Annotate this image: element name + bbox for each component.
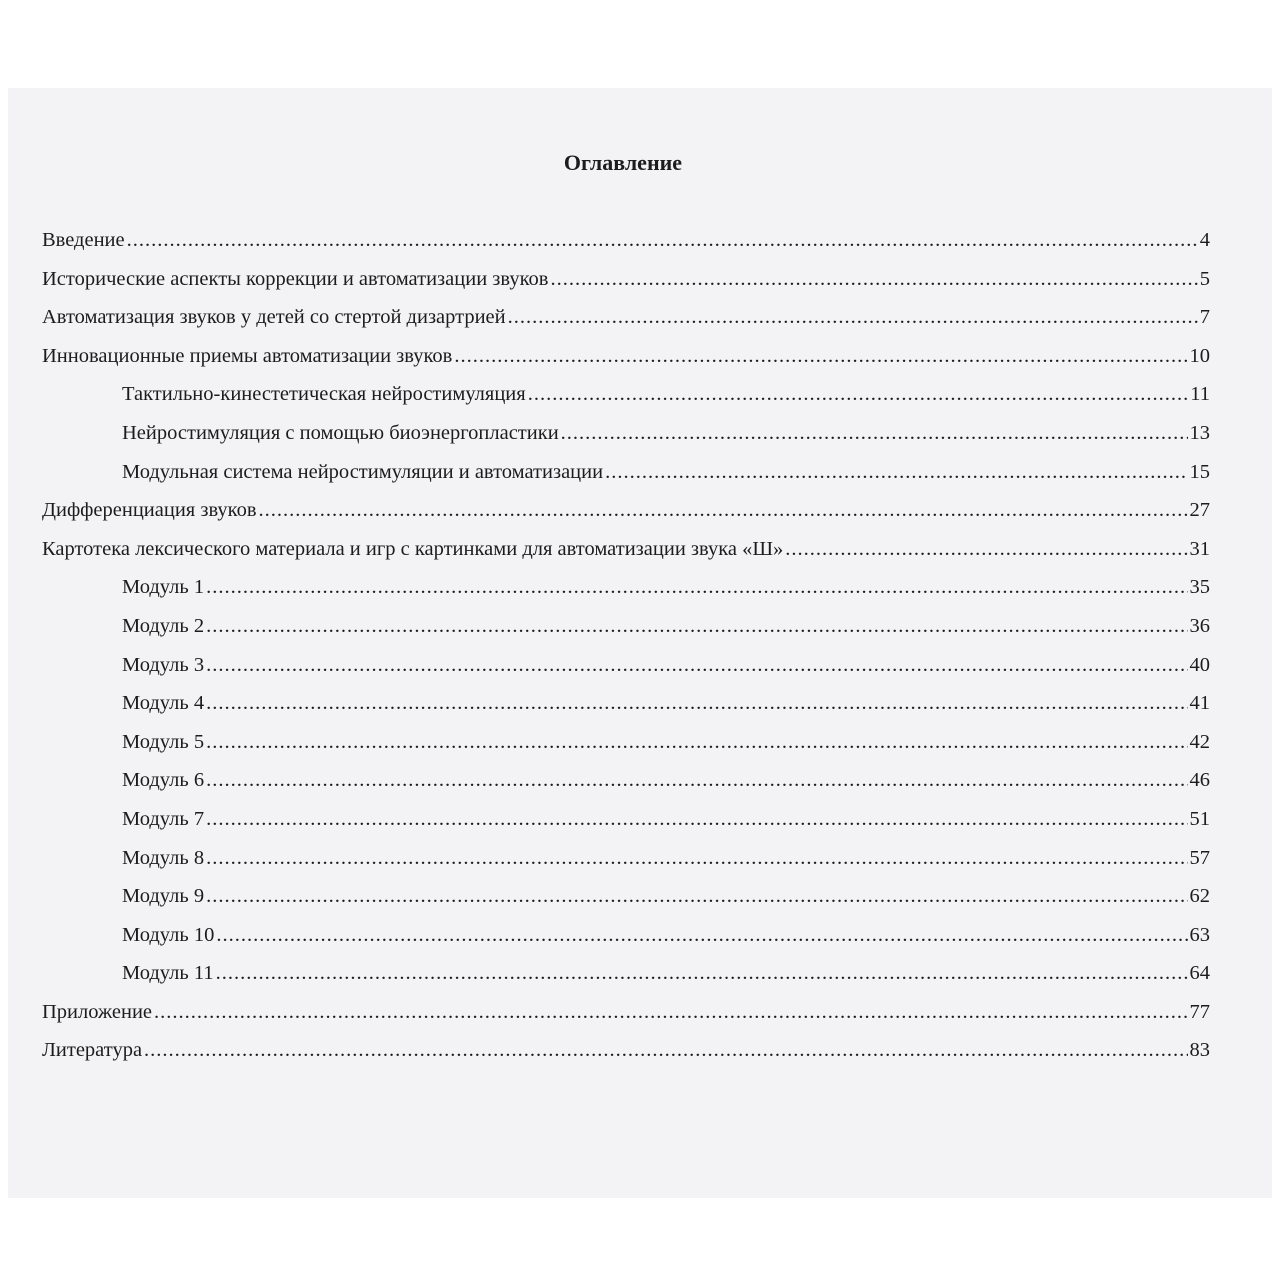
toc-entry-label: Тактильно-кинестетическая нейростимуляция xyxy=(122,383,526,406)
toc-entry-label: Модуль 6 xyxy=(122,769,205,792)
dot-leader xyxy=(206,654,1187,677)
toc-page-number: 51 xyxy=(1189,807,1210,830)
toc-page-number: 27 xyxy=(1189,499,1210,522)
dot-leader xyxy=(127,229,1198,252)
toc-entry-label: Модуль 9 xyxy=(122,885,205,908)
dot-leader xyxy=(206,769,1187,792)
dot-leader xyxy=(508,306,1198,329)
toc-entry-label: Инновационные приемы автоматизации звуков xyxy=(42,344,453,367)
toc-entry-label: Картотека лексического материала и игр с картинками для автоматизации звука «Ш» xyxy=(42,537,784,560)
dot-leader xyxy=(259,499,1188,522)
dot-leader xyxy=(206,847,1187,870)
toc-entry xyxy=(42,229,1210,268)
toc-entry xyxy=(42,654,1210,693)
toc-entry-label: Исторические аспекты коррекции и автоматизации звуков xyxy=(42,267,549,290)
dot-leader xyxy=(144,1039,1187,1062)
toc-entry xyxy=(42,962,1210,1001)
toc-entry-label: Нейростимуляция с помощью биоэнергопластики xyxy=(122,421,559,444)
toc-entry-label: Введение xyxy=(42,229,125,251)
toc-page-number: 15 xyxy=(1189,460,1210,483)
toc-entry-label: Модуль 8 xyxy=(122,846,205,869)
toc-entry-label: Модульная система нейростимуляции и автоматизации xyxy=(122,460,604,483)
toc-page-number: 5 xyxy=(1199,267,1210,290)
toc-entry xyxy=(42,1001,1210,1040)
toc-page-number: 36 xyxy=(1189,614,1210,637)
toc-entry-label: Модуль 5 xyxy=(122,730,205,753)
toc-page-number: 7 xyxy=(1199,306,1210,329)
toc-page-number: 41 xyxy=(1189,692,1210,715)
dot-leader xyxy=(206,808,1187,831)
toc-entry xyxy=(42,383,1210,422)
toc-page-number: 46 xyxy=(1189,769,1210,792)
table-of-contents xyxy=(42,229,1210,1078)
toc-entry xyxy=(42,885,1210,924)
toc-entry-label: Модуль 7 xyxy=(122,807,205,830)
toc-page-number: 10 xyxy=(1189,344,1210,367)
dot-leader xyxy=(528,383,1189,406)
toc-page-number: 63 xyxy=(1189,923,1210,946)
toc-page-number: 62 xyxy=(1189,885,1210,908)
toc-entry xyxy=(42,306,1210,345)
page-title: Оглавление xyxy=(563,150,683,175)
toc-entry xyxy=(42,731,1210,770)
toc-page-number: 42 xyxy=(1189,730,1210,753)
toc-page-number: 11 xyxy=(1190,383,1210,406)
toc-entry-label: Модуль 1 xyxy=(122,576,205,599)
dot-leader xyxy=(206,576,1187,599)
dot-leader xyxy=(154,1001,1187,1024)
toc-entry xyxy=(42,422,1210,461)
toc-entry xyxy=(42,847,1210,886)
dot-leader xyxy=(206,731,1187,754)
toc-entry xyxy=(42,808,1210,847)
toc-page-number: 35 xyxy=(1189,576,1210,599)
toc-page-number: 4 xyxy=(1199,229,1210,251)
toc-entry-label: Модуль 4 xyxy=(122,692,205,715)
toc-entry xyxy=(42,576,1210,615)
toc-page-number: 64 xyxy=(1189,962,1210,985)
toc-entry xyxy=(42,769,1210,808)
dot-leader xyxy=(605,461,1187,484)
toc-entry-label: Модуль 3 xyxy=(122,653,205,676)
toc-entry xyxy=(42,1039,1210,1078)
toc-page-number: 13 xyxy=(1189,421,1210,444)
toc-entry-label: Модуль 2 xyxy=(122,614,205,637)
dot-leader xyxy=(206,615,1187,638)
toc-entry xyxy=(42,924,1210,963)
toc-entry-label: Модуль 11 xyxy=(122,962,214,985)
toc-entry xyxy=(42,345,1210,384)
toc-entry xyxy=(42,499,1210,538)
toc-entry xyxy=(42,538,1210,577)
toc-entry xyxy=(42,268,1210,307)
toc-page-number: 40 xyxy=(1189,653,1210,676)
toc-entry xyxy=(42,615,1210,654)
dot-leader xyxy=(206,692,1187,715)
toc-page-number: 77 xyxy=(1189,1000,1210,1023)
toc-entry-label: Литература xyxy=(42,1039,143,1062)
toc-page-number: 31 xyxy=(1189,537,1210,560)
dot-leader xyxy=(206,885,1187,908)
toc-entry xyxy=(42,692,1210,731)
dot-leader xyxy=(454,345,1187,368)
dot-leader xyxy=(550,268,1197,291)
toc-entry xyxy=(42,461,1210,500)
toc-entry-label: Приложение xyxy=(42,1000,153,1023)
toc-entry-label: Модуль 10 xyxy=(122,923,215,946)
toc-entry-label: Дифференциация звуков xyxy=(42,499,257,522)
toc-page-number: 57 xyxy=(1189,846,1210,869)
dot-leader xyxy=(216,962,1188,985)
dot-leader xyxy=(561,422,1188,445)
toc-page-number: 83 xyxy=(1189,1039,1210,1062)
dot-leader xyxy=(216,924,1187,947)
dot-leader xyxy=(785,538,1187,561)
toc-entry-label: Автоматизация звуков у детей со стертой дизартрией xyxy=(42,306,506,329)
